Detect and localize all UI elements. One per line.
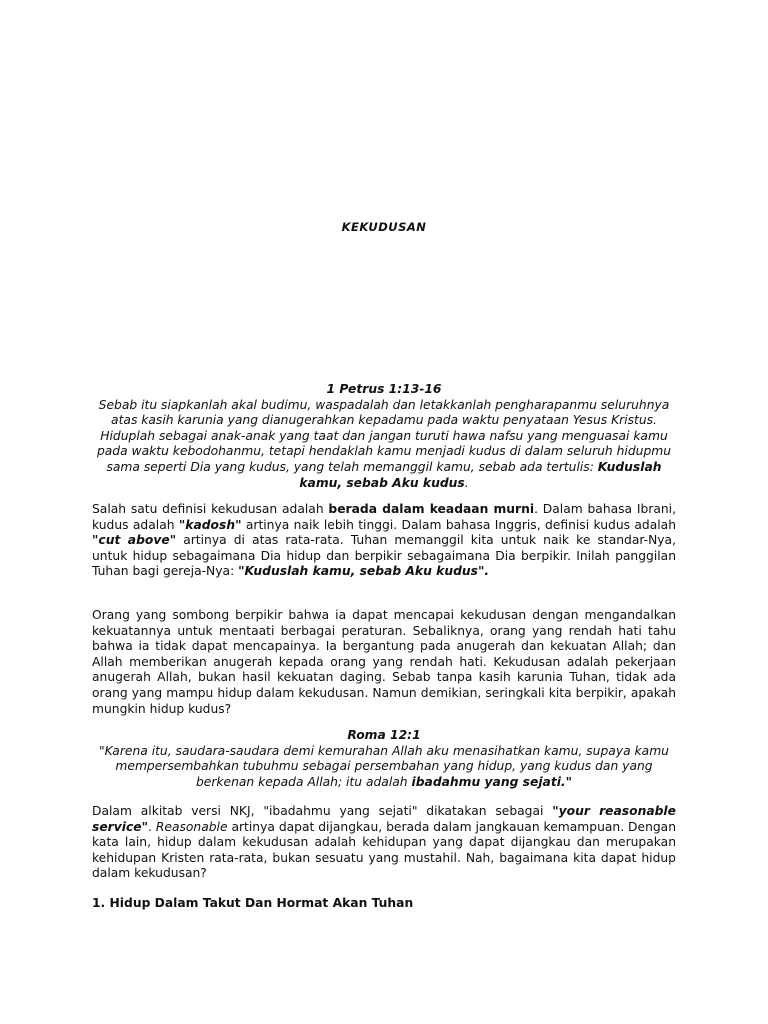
para3-reasonable-service: "your reasonable service" (92, 804, 676, 834)
document-title: KEKUDUSAN (341, 220, 427, 234)
para1-text-4: artinya di atas rata-rata. Tuhan memanggil kita untuk naik ke standar-Nya, untuk hidup sebagaimana Dia hidup dan berpikir sebagaimana Dia berpikir. Inilah panggilan Tuhan bagi gereja-Nya: (92, 533, 676, 579)
para1-text-1: Salah satu definisi kekudusan adalah (92, 502, 329, 516)
verse-emphasis: ibadahmu yang sejati." (411, 774, 573, 789)
verse-emphasis: Kuduslah kamu, sebab Aku kudus (299, 459, 662, 490)
verse-text (92, 744, 676, 791)
verse-end: . (464, 475, 469, 490)
verse-block-roma (92, 728, 676, 790)
section-heading: 1. Hidup Dalam Takut Dan Hormat Akan Tuhan (92, 896, 414, 910)
para3-text-3: artinya dapat dijangkau, berada dalam jangkauan kemampuan. Dengan kata lain, hidup dalam kekudusan adalah kehidupan yang dapat dijangkau dan merupakan kehidupan Kristen rata-rata, bukan sesuatu yang mustahil. Nah, bagaimana kita dapat hidup dalam kekudusan? (92, 819, 676, 881)
para3-reasonable: Reasonable (155, 819, 228, 834)
verse-text-body: "Karena itu, saudara-saudara demi kemurahan Allah aku menasihatkan kamu, supaya kamu mempersembahkan tubuhmu sebagai persembahan yang hidup, yang kudus dan yang berkenan kepada Allah; itu adalah (99, 743, 669, 789)
verse-text-body: Sebab itu siapkanlah akal budimu, waspadalah dan letakkanlah pengharapanmu seluruhnya atas kasih karunia yang dianugerahkan kepadamu pada waktu penyataan Yesus Kristus. Hiduplah sebagai anak-anak yang taat dan jangan turuti hawa nafsu yang menguasai kamu pada waktu kebodohanmu, tetapi hendaklah kamu menjadi kudus di dalam seluruh hidupmu sama seperti Dia yang kudus, yang telah memanggil kamu, sebab ada tertulis: (96, 397, 672, 474)
paragraph-sombong: Orang yang sombong berpikir bahwa ia dapat mencapai kekudusan dengan mengandalkan kekuatannya untuk mentaati berbagai peraturan. Sebaliknya, orang yang rendah hati tahu bahwa ia tidak dapat mencapainya. Ia bergantung pada anugerah dan kekuatan Allah; dan Allah memberikan anugerah kepada orang yang rendah hati. Kekudusan adalah pekerjaan anugerah Allah, bukan hasil kekuatan daging. Sebab tanpa kasih karunia Tuhan, tidak ada orang yang mampu hidup dalam kekudusan. Namun demikian, seringkali kita berpikir, apakah mungkin hidup kudus? (92, 608, 676, 716)
para3-text-1: Dalam alkitab versi NKJ, "ibadahmu yang sejati" dikatakan sebagai (92, 804, 553, 818)
para1-text-2: . Dalam bahasa Ibrani, kudus adalah (92, 502, 676, 532)
para1-bold-1: berada dalam keadaan murni (328, 502, 535, 516)
verse-block-1-petrus (92, 382, 676, 491)
paragraph-definisi (92, 502, 676, 580)
para3-text-2: . (148, 819, 156, 834)
verse-reference: Roma 12:1 (347, 728, 421, 742)
paragraph-nkj (92, 804, 676, 882)
para1-quote: "Kuduslah kamu, sebab Aku kudus". (238, 564, 490, 579)
verse-reference: 1 Petrus 1:13-16 (326, 382, 442, 396)
para1-text-3: artinya naik lebih tinggi. Dalam bahasa Inggris, definisi kudus adalah (241, 517, 676, 532)
para1-cut-above: "cut above" (92, 533, 177, 548)
verse-text (92, 398, 676, 492)
para1-kadosh: "kadosh" (178, 517, 242, 532)
